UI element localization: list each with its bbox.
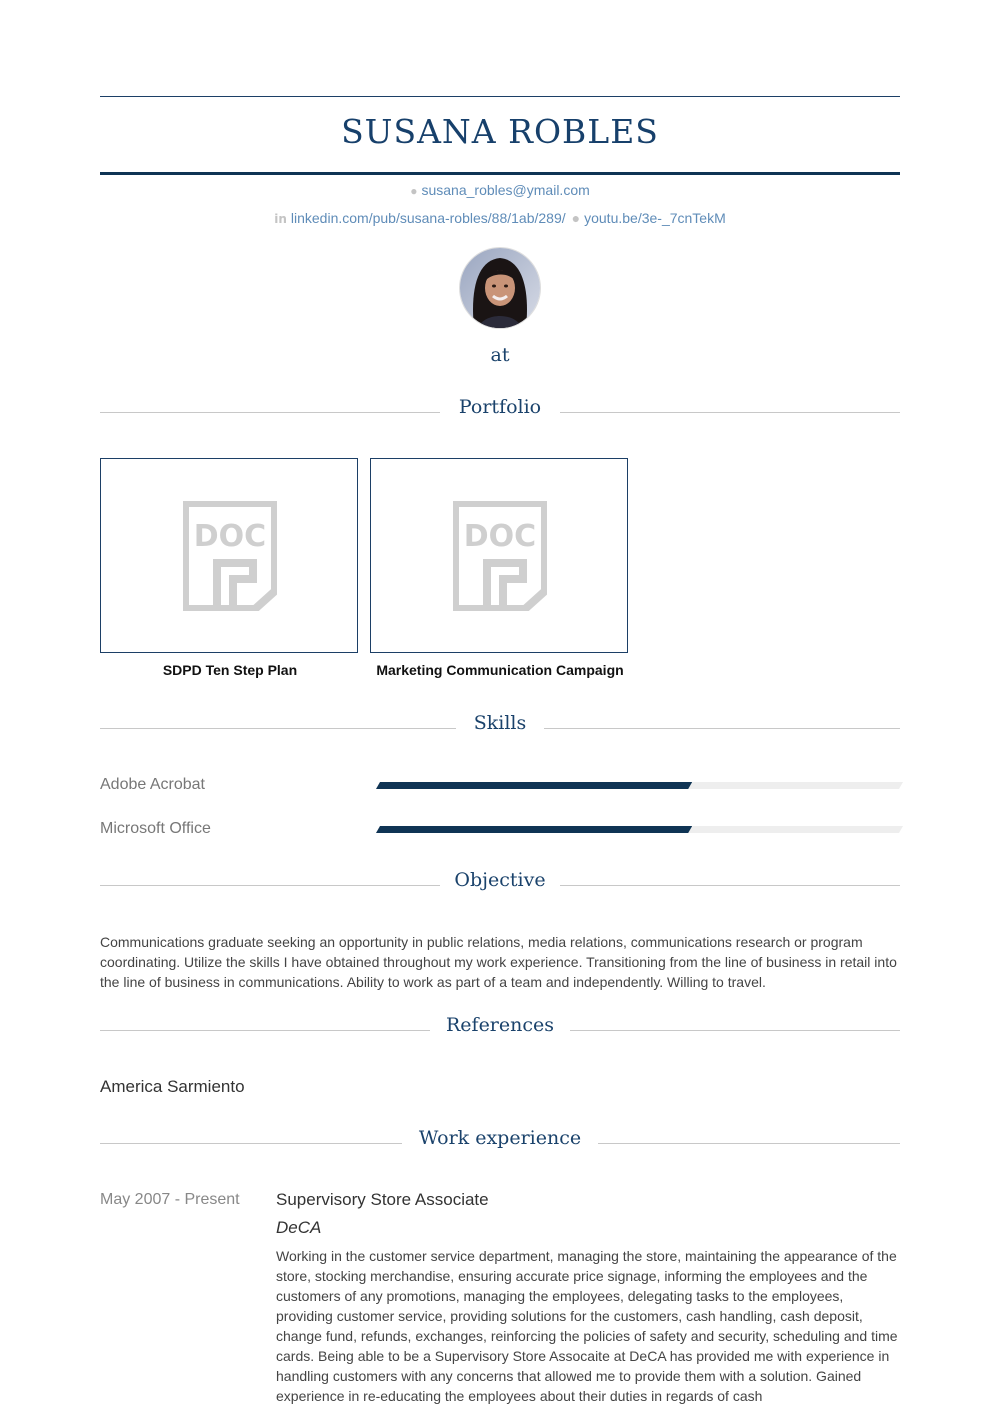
candidate-name: SUSANA ROBLES [341,112,659,151]
section-title: Portfolio [458,396,542,418]
job-description: Working in the customer service department, managing the store, maintaining the appearance of the store, stocking merchandise, ensuring accurate price signage, informing the employees and the customers of any promotions, managing the employees, delegating tasks to the employees, providing customer service, providing solutions for the customers, cash handling, cash deposit, change fund, refunds, exchanges, reinforcing the policies of safety and security, scheduling and time cards. Being able to be a Supervisory Store Assocaite at DeCA has provided me with experience in handling customers with any concerns that allowed me to provide them with a solution. Gained experience in re-educating the employees about their duties in regards of cash [276,1248,898,1404]
objective-text: Communications graduate seeking an opportunity in public relations, media relations, communications research or program coordinating. Utilize the skills I have obtained throughout my work experience. Transitioning from the line of business in retail into the line of business in communications. Ability to work as part of a team and independently. Willing to travel. [100,934,897,990]
skill-level-bar [376,782,903,789]
linkedin-icon: in [274,212,287,226]
globe-icon: ● [571,210,581,226]
skill-fill [376,826,692,833]
portfolio-item[interactable] [100,458,358,653]
current-position: at [490,344,510,366]
portfolio-item-label[interactable]: SDPD Ten Step Plan [162,662,298,678]
job-company: DeCA [276,1218,322,1237]
skill-fill [376,782,692,789]
job-date-range: May 2007 - Present [100,1191,240,1208]
portfolio-item-label[interactable]: Marketing Communication Campaign [376,662,624,678]
section-title: References [445,1014,555,1036]
skill-name: Microsoft Office [100,820,211,837]
divider-right [598,1143,900,1144]
skills-section-header [100,712,900,742]
portfolio-item[interactable] [370,458,628,653]
linkedin-link[interactable]: linkedin.com/pub/susana-robles/88/1ab/289/ [290,210,566,226]
skill-name: Adobe Acrobat [100,776,205,793]
doc-file-icon [183,501,277,611]
contact-links-row [100,210,900,226]
divider-right [544,728,900,729]
section-title: Objective [454,869,546,891]
name-rule [100,172,900,175]
top-rule [100,96,900,97]
work-section-header [100,1127,900,1157]
skill-level-bar [376,826,903,833]
svg-text:DOC: DOC [193,519,267,554]
divider-right [560,412,900,413]
section-title: Work experience [418,1127,582,1149]
contact-email-row [100,182,900,198]
references-section-header [100,1014,900,1044]
dot-icon: ● [410,184,418,198]
section-title: Skills [473,712,527,734]
reference-name: America Sarmiento [100,1077,245,1096]
website-link[interactable]: youtu.be/3e-_7cnTekM [584,210,726,226]
divider-right [560,885,900,886]
objective-section-header [100,869,900,899]
divider-right [570,1030,900,1031]
portfolio-section-header [100,396,900,426]
job-title: Supervisory Store Associate [276,1190,489,1209]
avatar [460,248,540,328]
doc-file-icon [453,501,547,611]
svg-text:DOC: DOC [463,519,537,554]
email-link[interactable]: susana_robles@ymail.com [421,182,590,198]
